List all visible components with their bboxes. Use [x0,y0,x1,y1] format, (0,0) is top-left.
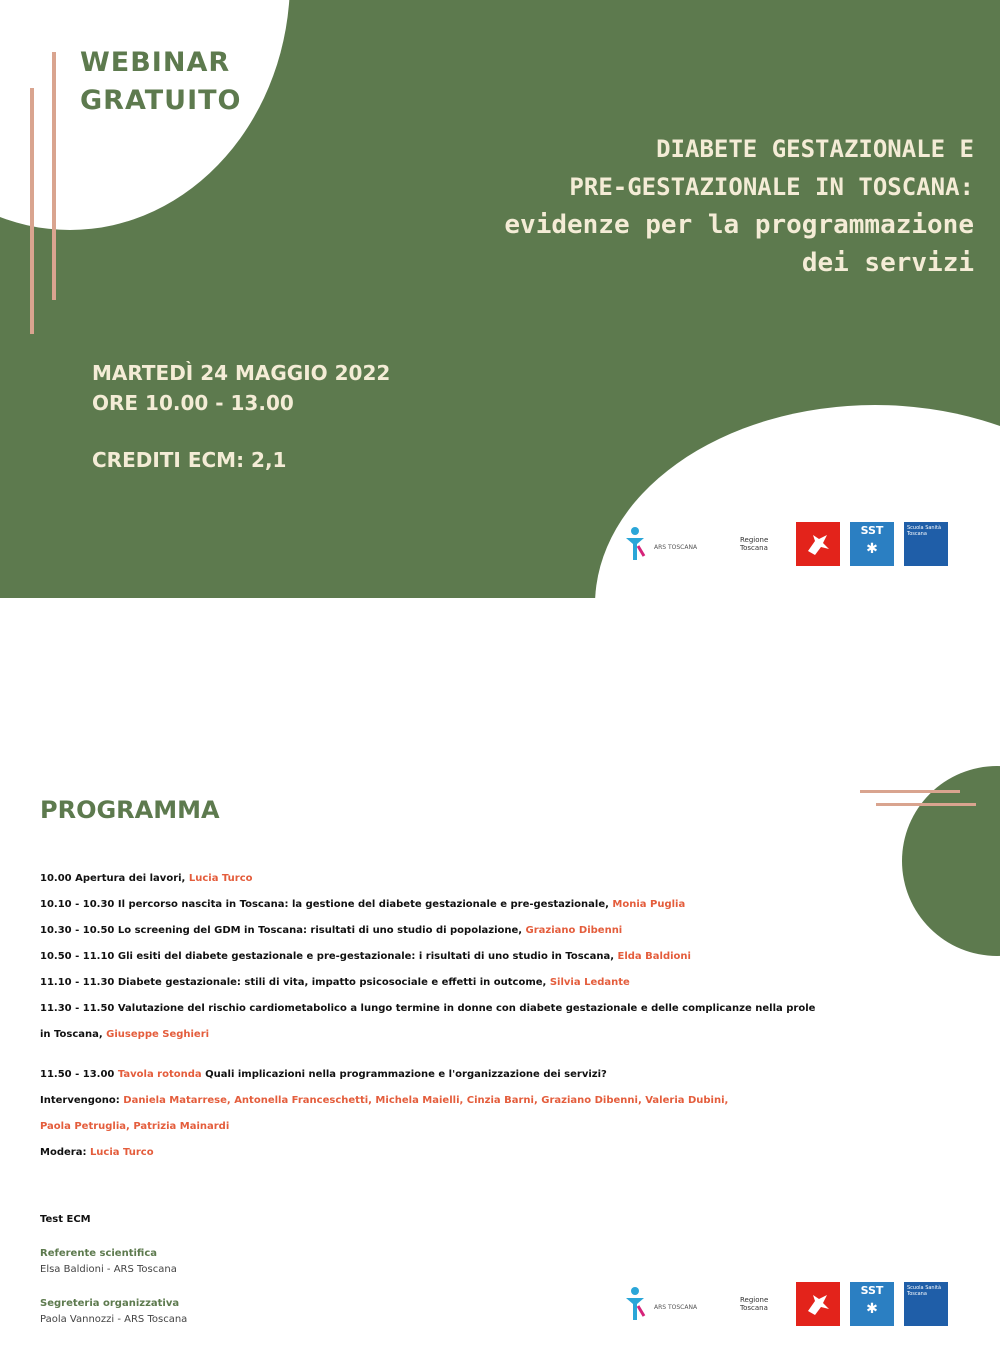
organizer-contact-label: Segreteria organizzativa [40,1298,180,1309]
round-table-time: 11.50 - 13.00 [40,1069,115,1080]
agenda-item [40,970,920,996]
programme-agenda [40,866,920,1166]
sst-logo [850,1282,894,1326]
regione-toscana-logo [796,522,840,566]
agenda-text: 10.10 - 10.30 Il percorso nascita in Toscana: la gestione del diabete gestazionale e pre-gestazionale, [40,899,609,910]
agenda-speaker: Elda Baldioni [617,951,691,962]
scientific-contact-value: Elsa Baldioni - ARS Toscana [40,1264,177,1275]
title-line: PRE-GESTAZIONALE IN TOSCANA: [569,173,974,201]
partner-logos-footer [620,1282,948,1326]
badge-line: GRATUITO [80,85,242,116]
agenda-text: 11.10 - 11.30 Diabete gestazionale: stili di vita, impatto psicosociale e effetti in outcome, [40,977,547,988]
agenda-text: 10.00 Apertura dei lavori, [40,873,186,884]
programme-title: PROGRAMMA [40,796,220,824]
event-title [354,130,974,282]
agenda-speaker: Lucia Turco [188,873,253,884]
ecm-credits: CREDITI ECM: 2,1 [92,448,287,472]
event-datetime [92,358,390,418]
agenda-text: 11.30 - 11.50 Valutazione del rischio cardiometabolico a lungo termine in donne con diabete gestazionale e delle complicanze nella prole [40,1003,816,1014]
moderator-name: Lucia Turco [89,1147,154,1158]
agenda-text: in Toscana, [40,1029,103,1040]
agenda-speaker: Monia Puglia [612,899,686,910]
sst-logo-text: SST [860,524,884,537]
decorative-line [860,790,960,793]
event-date: MARTEDÌ 24 MAGGIO 2022 [92,361,391,385]
agenda-item [40,996,920,1022]
ars-logo-text: ARS TOSCANA [654,544,698,551]
scuola-sanita-logo: Scuola Sanità Toscana [904,1282,948,1326]
ars-figure-icon [624,1286,646,1322]
event-banner [0,0,1000,598]
agenda-item [40,918,920,944]
panelists-continued [40,1114,920,1140]
pegasus-icon [803,529,833,559]
agenda-text: 10.30 - 10.50 Lo screening del GDM in Toscana: risultati di uno studio di popolazione, [40,925,523,936]
decorative-circle-bottom-right [595,405,1000,598]
regione-toscana-text: Regione Toscana [740,536,769,552]
moderator [40,1140,920,1166]
partner-logos [620,522,948,566]
agenda-speaker: Giuseppe Seghieri [106,1029,210,1040]
agenda-item-continued [40,1022,920,1048]
title-line: evidenze per la programmazione [504,210,974,240]
event-time: ORE 10.00 - 13.00 [92,391,294,415]
decorative-line [52,52,56,300]
sst-logo-text: SST [860,1284,884,1297]
sst-logo [850,522,894,566]
agenda-speaker: Graziano Dibenni [525,925,623,936]
agenda-item [40,892,920,918]
agenda-item [40,944,920,970]
round-table-question: Quali implicazioni nella programmazione e l'organizzazione dei servizi? [205,1069,607,1080]
badge-line: WEBINAR [80,47,231,78]
regione-toscana-text: Regione Toscana [740,1296,769,1312]
moderator-label: Modera: [40,1147,87,1158]
ars-figure-icon [624,526,646,562]
title-line: dei servizi [801,248,974,278]
decorative-line [876,803,976,806]
round-table-label: Tavola rotonda [117,1069,202,1080]
organizer-contact-value: Paola Vannozzi - ARS Toscana [40,1314,188,1325]
scuola-sanita-logo: Scuola Sanità Toscana [904,522,948,566]
decorative-line [30,88,34,334]
round-table-item [40,1062,920,1088]
webinar-badge [80,44,242,120]
scientific-contact-label: Referente scientifica [40,1248,157,1259]
ars-logo [620,522,730,566]
sst-star-icon: ✱ [866,541,878,557]
regione-toscana-logo [796,1282,840,1326]
panelists-label: Intervengono: [40,1095,120,1106]
panelists-names: Paola Petruglia, Patrizia Mainardi [40,1121,230,1132]
pegasus-icon [803,1289,833,1319]
ecm-info [40,1212,187,1346]
ars-logo-text: ARS TOSCANA [654,1304,698,1311]
panelists-names: Daniela Matarrese, Antonella Franceschetti, Michela Maielli, Cinzia Barni, Graziano Dibenni, Valeria Dubini, [123,1095,729,1106]
agenda-item [40,866,920,892]
sst-star-icon: ✱ [866,1301,878,1317]
agenda-text: 10.50 - 11.10 Gli esiti del diabete gestazionale e pre-gestazionale: i risultati di uno studio in Toscana, [40,951,615,962]
title-line: DIABETE GESTAZIONALE E [656,135,974,163]
ecm-heading: Test ECM [40,1214,91,1225]
panelists [40,1088,920,1114]
agenda-speaker: Silvia Ledante [549,977,630,988]
ars-logo [620,1282,730,1326]
